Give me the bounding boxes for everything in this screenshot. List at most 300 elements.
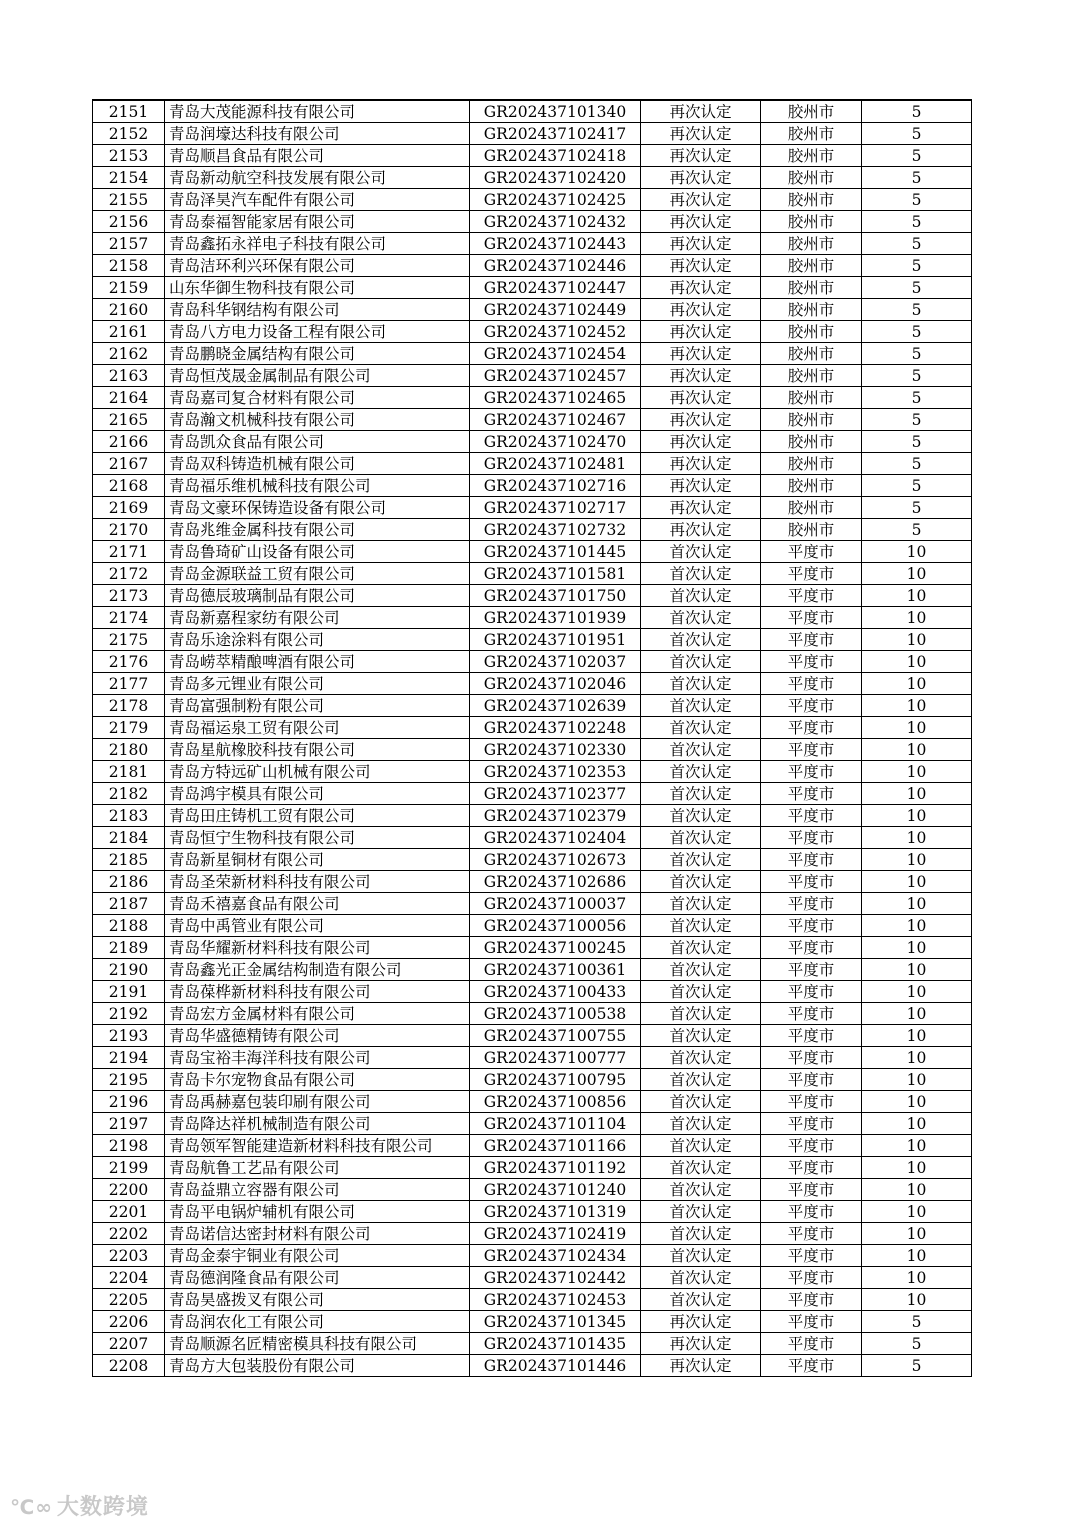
table-row bbox=[93, 1223, 972, 1245]
cell-company-name: 青岛金源联益工贸有限公司 bbox=[165, 563, 470, 585]
cell-score: 10 bbox=[862, 651, 972, 673]
cell-score: 5 bbox=[862, 321, 972, 343]
cell-certification-type: 再次认定 bbox=[641, 321, 761, 343]
cell-score: 5 bbox=[862, 167, 972, 189]
cell-certificate-number: GR202437102673 bbox=[470, 849, 641, 871]
cell-certificate-number: GR202437102420 bbox=[470, 167, 641, 189]
cell-company-name: 青岛田庄铸机工贸有限公司 bbox=[165, 805, 470, 827]
cell-city: 平度市 bbox=[761, 761, 862, 783]
table-row bbox=[93, 343, 972, 365]
cell-company-name: 青岛方大包装股份有限公司 bbox=[165, 1355, 470, 1377]
cell-score: 10 bbox=[862, 1091, 972, 1113]
table-row bbox=[93, 783, 972, 805]
cell-certificate-number: GR202437101166 bbox=[470, 1135, 641, 1157]
cell-row-number: 2164 bbox=[93, 387, 165, 409]
cell-certification-type: 再次认定 bbox=[641, 299, 761, 321]
cell-score: 10 bbox=[862, 1047, 972, 1069]
cell-city: 胶州市 bbox=[761, 100, 862, 123]
cell-certificate-number: GR202437102418 bbox=[470, 145, 641, 167]
cell-city: 胶州市 bbox=[761, 321, 862, 343]
cell-city: 平度市 bbox=[761, 1135, 862, 1157]
cell-company-name: 青岛华盛德精铸有限公司 bbox=[165, 1025, 470, 1047]
cell-score: 10 bbox=[862, 849, 972, 871]
cell-certificate-number: GR202437102432 bbox=[470, 211, 641, 233]
cell-row-number: 2174 bbox=[93, 607, 165, 629]
table-row bbox=[93, 1289, 972, 1311]
cell-company-name: 青岛宏方金属材料有限公司 bbox=[165, 1003, 470, 1025]
cell-company-name: 青岛方特远矿山机械有限公司 bbox=[165, 761, 470, 783]
cell-row-number: 2168 bbox=[93, 475, 165, 497]
cell-certificate-number: GR202437101581 bbox=[470, 563, 641, 585]
cell-certification-type: 首次认定 bbox=[641, 827, 761, 849]
cell-certification-type: 首次认定 bbox=[641, 981, 761, 1003]
cell-company-name: 青岛鑫拓永祥电子科技有限公司 bbox=[165, 233, 470, 255]
cell-company-name: 青岛富强制粉有限公司 bbox=[165, 695, 470, 717]
cell-certificate-number: GR202437102481 bbox=[470, 453, 641, 475]
cell-row-number: 2167 bbox=[93, 453, 165, 475]
cell-company-name: 青岛乐途涂料有限公司 bbox=[165, 629, 470, 651]
cell-score: 5 bbox=[862, 365, 972, 387]
table-row bbox=[93, 871, 972, 893]
table-row bbox=[93, 915, 972, 937]
cell-score: 10 bbox=[862, 1267, 972, 1289]
cell-certificate-number: GR202437102452 bbox=[470, 321, 641, 343]
cell-city: 胶州市 bbox=[761, 211, 862, 233]
cell-score: 10 bbox=[862, 1223, 972, 1245]
cell-certificate-number: GR202437102353 bbox=[470, 761, 641, 783]
cell-certificate-number: GR202437102037 bbox=[470, 651, 641, 673]
cell-company-name: 青岛顺昌食品有限公司 bbox=[165, 145, 470, 167]
cell-company-name: 青岛鸿宇模具有限公司 bbox=[165, 783, 470, 805]
cell-row-number: 2162 bbox=[93, 343, 165, 365]
table-row bbox=[93, 409, 972, 431]
cell-row-number: 2180 bbox=[93, 739, 165, 761]
table-row bbox=[93, 321, 972, 343]
cell-certification-type: 首次认定 bbox=[641, 1157, 761, 1179]
cell-certification-type: 首次认定 bbox=[641, 959, 761, 981]
cell-city: 平度市 bbox=[761, 651, 862, 673]
cell-score: 5 bbox=[862, 431, 972, 453]
cell-certificate-number: GR202437100433 bbox=[470, 981, 641, 1003]
cell-row-number: 2197 bbox=[93, 1113, 165, 1135]
cell-score: 10 bbox=[862, 783, 972, 805]
cell-certificate-number: GR202437101240 bbox=[470, 1179, 641, 1201]
cell-city: 平度市 bbox=[761, 1289, 862, 1311]
cell-certification-type: 再次认定 bbox=[641, 409, 761, 431]
cell-certificate-number: GR202437102639 bbox=[470, 695, 641, 717]
cell-certification-type: 首次认定 bbox=[641, 629, 761, 651]
table-row bbox=[93, 299, 972, 321]
cell-company-name: 青岛洁环利兴环保有限公司 bbox=[165, 255, 470, 277]
table-row bbox=[93, 277, 972, 299]
cell-company-name: 青岛兆维金属科技有限公司 bbox=[165, 519, 470, 541]
cell-score: 10 bbox=[862, 739, 972, 761]
cell-score: 10 bbox=[862, 585, 972, 607]
cell-city: 平度市 bbox=[761, 871, 862, 893]
cell-row-number: 2198 bbox=[93, 1135, 165, 1157]
cell-row-number: 2201 bbox=[93, 1201, 165, 1223]
cell-city: 平度市 bbox=[761, 1091, 862, 1113]
cell-certification-type: 再次认定 bbox=[641, 123, 761, 145]
cell-score: 10 bbox=[862, 629, 972, 651]
table-row bbox=[93, 673, 972, 695]
cell-certification-type: 再次认定 bbox=[641, 167, 761, 189]
table-row bbox=[93, 695, 972, 717]
table-row bbox=[93, 805, 972, 827]
cell-company-name: 青岛新动航空科技发展有限公司 bbox=[165, 167, 470, 189]
cell-city: 胶州市 bbox=[761, 299, 862, 321]
cell-row-number: 2207 bbox=[93, 1333, 165, 1355]
cell-certificate-number: GR202437102447 bbox=[470, 277, 641, 299]
cell-city: 胶州市 bbox=[761, 453, 862, 475]
cell-company-name: 青岛双科铸造机械有限公司 bbox=[165, 453, 470, 475]
table-row bbox=[93, 1333, 972, 1355]
cell-company-name: 青岛鹏晓金属结构有限公司 bbox=[165, 343, 470, 365]
cell-score: 10 bbox=[862, 1201, 972, 1223]
cell-certification-type: 再次认定 bbox=[641, 145, 761, 167]
cell-certificate-number: GR202437101750 bbox=[470, 585, 641, 607]
cell-certificate-number: GR202437102453 bbox=[470, 1289, 641, 1311]
cell-score: 5 bbox=[862, 1333, 972, 1355]
cell-row-number: 2175 bbox=[93, 629, 165, 651]
cell-certificate-number: GR202437102454 bbox=[470, 343, 641, 365]
cell-score: 10 bbox=[862, 1003, 972, 1025]
table-row bbox=[93, 167, 972, 189]
cell-score: 10 bbox=[862, 981, 972, 1003]
cell-company-name: 青岛泰福智能家居有限公司 bbox=[165, 211, 470, 233]
cell-certificate-number: GR202437102716 bbox=[470, 475, 641, 497]
cell-company-name: 青岛福乐维机械科技有限公司 bbox=[165, 475, 470, 497]
cell-certificate-number: GR202437100538 bbox=[470, 1003, 641, 1025]
cell-certificate-number: GR202437102046 bbox=[470, 673, 641, 695]
cell-score: 10 bbox=[862, 761, 972, 783]
cell-row-number: 2176 bbox=[93, 651, 165, 673]
cell-row-number: 2206 bbox=[93, 1311, 165, 1333]
table-row bbox=[93, 1157, 972, 1179]
cell-certification-type: 首次认定 bbox=[641, 915, 761, 937]
cell-certificate-number: GR202437102419 bbox=[470, 1223, 641, 1245]
cell-row-number: 2200 bbox=[93, 1179, 165, 1201]
cell-row-number: 2163 bbox=[93, 365, 165, 387]
table-row bbox=[93, 145, 972, 167]
cell-certification-type: 首次认定 bbox=[641, 1047, 761, 1069]
cell-certificate-number: GR202437102443 bbox=[470, 233, 641, 255]
table-row bbox=[93, 431, 972, 453]
cell-company-name: 青岛鑫光正金属结构制造有限公司 bbox=[165, 959, 470, 981]
cell-company-name: 青岛华耀新材料科技有限公司 bbox=[165, 937, 470, 959]
table-row bbox=[93, 563, 972, 585]
cell-company-name: 青岛昊盛拨叉有限公司 bbox=[165, 1289, 470, 1311]
cell-row-number: 2187 bbox=[93, 893, 165, 915]
cell-city: 胶州市 bbox=[761, 497, 862, 519]
cell-row-number: 2165 bbox=[93, 409, 165, 431]
table-row bbox=[93, 827, 972, 849]
cell-score: 5 bbox=[862, 255, 972, 277]
cell-company-name: 青岛葆桦新材料科技有限公司 bbox=[165, 981, 470, 1003]
cell-row-number: 2172 bbox=[93, 563, 165, 585]
cell-certificate-number: GR202437100056 bbox=[470, 915, 641, 937]
cell-row-number: 2157 bbox=[93, 233, 165, 255]
cell-city: 胶州市 bbox=[761, 277, 862, 299]
cell-city: 平度市 bbox=[761, 805, 862, 827]
cell-certificate-number: GR202437102379 bbox=[470, 805, 641, 827]
cell-city: 平度市 bbox=[761, 827, 862, 849]
cell-certificate-number: GR202437100245 bbox=[470, 937, 641, 959]
cell-score: 5 bbox=[862, 100, 972, 123]
table-row bbox=[93, 1047, 972, 1069]
table-row bbox=[93, 1135, 972, 1157]
cell-city: 胶州市 bbox=[761, 431, 862, 453]
cell-city: 平度市 bbox=[761, 849, 862, 871]
cell-score: 5 bbox=[862, 123, 972, 145]
cell-company-name: 青岛顺源名匠精密模具科技有限公司 bbox=[165, 1333, 470, 1355]
cell-city: 平度市 bbox=[761, 695, 862, 717]
cell-certification-type: 再次认定 bbox=[641, 365, 761, 387]
cell-city: 平度市 bbox=[761, 1047, 862, 1069]
cell-certification-type: 首次认定 bbox=[641, 937, 761, 959]
cell-row-number: 2191 bbox=[93, 981, 165, 1003]
table-body bbox=[93, 100, 972, 1377]
cell-city: 胶州市 bbox=[761, 343, 862, 365]
table-row bbox=[93, 1267, 972, 1289]
cell-certification-type: 首次认定 bbox=[641, 849, 761, 871]
cell-row-number: 2153 bbox=[93, 145, 165, 167]
cell-certificate-number: GR202437102470 bbox=[470, 431, 641, 453]
table-row bbox=[93, 365, 972, 387]
cell-score: 5 bbox=[862, 497, 972, 519]
cell-certification-type: 再次认定 bbox=[641, 100, 761, 123]
cell-company-name: 青岛宝裕丰海洋科技有限公司 bbox=[165, 1047, 470, 1069]
cell-certification-type: 再次认定 bbox=[641, 233, 761, 255]
table-row bbox=[93, 519, 972, 541]
cell-certificate-number: GR202437100755 bbox=[470, 1025, 641, 1047]
cell-company-name: 青岛福运泉工贸有限公司 bbox=[165, 717, 470, 739]
cell-certificate-number: GR202437102686 bbox=[470, 871, 641, 893]
cell-certification-type: 首次认定 bbox=[641, 673, 761, 695]
cell-row-number: 2205 bbox=[93, 1289, 165, 1311]
cell-city: 胶州市 bbox=[761, 123, 862, 145]
cell-certification-type: 再次认定 bbox=[641, 189, 761, 211]
cell-company-name: 青岛星航橡胶科技有限公司 bbox=[165, 739, 470, 761]
cell-certification-type: 首次认定 bbox=[641, 1113, 761, 1135]
cell-company-name: 青岛德润隆食品有限公司 bbox=[165, 1267, 470, 1289]
cell-company-name: 青岛领军智能建造新材料科技有限公司 bbox=[165, 1135, 470, 1157]
cell-city: 平度市 bbox=[761, 981, 862, 1003]
cell-city: 胶州市 bbox=[761, 409, 862, 431]
cell-row-number: 2169 bbox=[93, 497, 165, 519]
cell-city: 平度市 bbox=[761, 1245, 862, 1267]
cell-city: 胶州市 bbox=[761, 145, 862, 167]
cell-city: 胶州市 bbox=[761, 387, 862, 409]
cell-city: 胶州市 bbox=[761, 255, 862, 277]
cell-company-name: 青岛鲁琦矿山设备有限公司 bbox=[165, 541, 470, 563]
cell-certification-type: 首次认定 bbox=[641, 761, 761, 783]
cell-score: 10 bbox=[862, 959, 972, 981]
cell-row-number: 2155 bbox=[93, 189, 165, 211]
cell-score: 10 bbox=[862, 717, 972, 739]
cell-score: 10 bbox=[862, 893, 972, 915]
cell-company-name: 青岛降达祥机械制造有限公司 bbox=[165, 1113, 470, 1135]
cell-company-name: 青岛泽昊汽车配件有限公司 bbox=[165, 189, 470, 211]
cell-company-name: 青岛卡尔宠物食品有限公司 bbox=[165, 1069, 470, 1091]
cell-company-name: 青岛圣荣新材料科技有限公司 bbox=[165, 871, 470, 893]
cell-company-name: 山东华御生物科技有限公司 bbox=[165, 277, 470, 299]
cell-certificate-number: GR202437101951 bbox=[470, 629, 641, 651]
table-row bbox=[93, 1003, 972, 1025]
cell-certification-type: 再次认定 bbox=[641, 1311, 761, 1333]
cell-row-number: 2186 bbox=[93, 871, 165, 893]
cell-row-number: 2179 bbox=[93, 717, 165, 739]
cell-row-number: 2184 bbox=[93, 827, 165, 849]
cell-certificate-number: GR202437101192 bbox=[470, 1157, 641, 1179]
cell-city: 平度市 bbox=[761, 1267, 862, 1289]
cell-score: 10 bbox=[862, 563, 972, 585]
cell-certificate-number: GR202437102330 bbox=[470, 739, 641, 761]
cell-certification-type: 首次认定 bbox=[641, 893, 761, 915]
table-row bbox=[93, 100, 972, 123]
cell-score: 10 bbox=[862, 1113, 972, 1135]
table-row bbox=[93, 629, 972, 651]
cell-company-name: 青岛文豪环保铸造设备有限公司 bbox=[165, 497, 470, 519]
cell-company-name: 青岛平电锅炉辅机有限公司 bbox=[165, 1201, 470, 1223]
cell-certificate-number: GR202437102732 bbox=[470, 519, 641, 541]
table-row bbox=[93, 761, 972, 783]
cell-score: 5 bbox=[862, 145, 972, 167]
cell-row-number: 2190 bbox=[93, 959, 165, 981]
cell-score: 10 bbox=[862, 1135, 972, 1157]
table-row bbox=[93, 453, 972, 475]
cell-certificate-number: GR202437102377 bbox=[470, 783, 641, 805]
cell-city: 平度市 bbox=[761, 1223, 862, 1245]
cell-company-name: 青岛大茂能源科技有限公司 bbox=[165, 100, 470, 123]
cell-certification-type: 再次认定 bbox=[641, 387, 761, 409]
cell-certificate-number: GR202437102442 bbox=[470, 1267, 641, 1289]
table-row bbox=[93, 387, 972, 409]
cell-certificate-number: GR202437102417 bbox=[470, 123, 641, 145]
cell-score: 5 bbox=[862, 475, 972, 497]
cell-certification-type: 首次认定 bbox=[641, 871, 761, 893]
cell-city: 胶州市 bbox=[761, 189, 862, 211]
cell-row-number: 2183 bbox=[93, 805, 165, 827]
table-row bbox=[93, 1091, 972, 1113]
cell-city: 平度市 bbox=[761, 1179, 862, 1201]
cell-company-name: 青岛新星铜材有限公司 bbox=[165, 849, 470, 871]
cell-certificate-number: GR202437101445 bbox=[470, 541, 641, 563]
cell-certificate-number: GR202437100795 bbox=[470, 1069, 641, 1091]
cell-company-name: 青岛航鲁工艺品有限公司 bbox=[165, 1157, 470, 1179]
cell-row-number: 2193 bbox=[93, 1025, 165, 1047]
cell-certification-type: 再次认定 bbox=[641, 277, 761, 299]
cell-score: 10 bbox=[862, 915, 972, 937]
cell-certification-type: 首次认定 bbox=[641, 1267, 761, 1289]
cell-score: 10 bbox=[862, 871, 972, 893]
table-row bbox=[93, 1069, 972, 1091]
cell-certificate-number: GR202437102449 bbox=[470, 299, 641, 321]
table-row bbox=[93, 1201, 972, 1223]
cell-score: 5 bbox=[862, 233, 972, 255]
cell-row-number: 2152 bbox=[93, 123, 165, 145]
table-row bbox=[93, 651, 972, 673]
cell-row-number: 2192 bbox=[93, 1003, 165, 1025]
cell-row-number: 2154 bbox=[93, 167, 165, 189]
cell-company-name: 青岛凯众食品有限公司 bbox=[165, 431, 470, 453]
cell-certification-type: 首次认定 bbox=[641, 1179, 761, 1201]
cell-row-number: 2203 bbox=[93, 1245, 165, 1267]
cell-row-number: 2196 bbox=[93, 1091, 165, 1113]
cell-score: 10 bbox=[862, 673, 972, 695]
table-row bbox=[93, 849, 972, 871]
cell-row-number: 2161 bbox=[93, 321, 165, 343]
cell-row-number: 2194 bbox=[93, 1047, 165, 1069]
cell-certification-type: 首次认定 bbox=[641, 1003, 761, 1025]
cell-certification-type: 首次认定 bbox=[641, 1091, 761, 1113]
cell-certificate-number: GR202437101435 bbox=[470, 1333, 641, 1355]
cell-certificate-number: GR202437100361 bbox=[470, 959, 641, 981]
cell-row-number: 2171 bbox=[93, 541, 165, 563]
cell-company-name: 青岛崂萃精酿啤酒有限公司 bbox=[165, 651, 470, 673]
cell-score: 5 bbox=[862, 277, 972, 299]
cell-city: 平度市 bbox=[761, 563, 862, 585]
cell-row-number: 2178 bbox=[93, 695, 165, 717]
cell-row-number: 2173 bbox=[93, 585, 165, 607]
cell-city: 平度市 bbox=[761, 1157, 862, 1179]
cell-score: 5 bbox=[862, 189, 972, 211]
table-row bbox=[93, 959, 972, 981]
cell-certificate-number: GR202437102465 bbox=[470, 387, 641, 409]
cell-certification-type: 首次认定 bbox=[641, 1223, 761, 1245]
cell-score: 10 bbox=[862, 937, 972, 959]
cell-certification-type: 首次认定 bbox=[641, 1025, 761, 1047]
cell-certificate-number: GR202437100037 bbox=[470, 893, 641, 915]
cell-certification-type: 首次认定 bbox=[641, 607, 761, 629]
cell-company-name: 青岛中禹管业有限公司 bbox=[165, 915, 470, 937]
cell-score: 10 bbox=[862, 607, 972, 629]
cell-score: 10 bbox=[862, 1289, 972, 1311]
cell-row-number: 2195 bbox=[93, 1069, 165, 1091]
cell-company-name: 青岛恒茂晟金属制品有限公司 bbox=[165, 365, 470, 387]
cell-certification-type: 首次认定 bbox=[641, 1069, 761, 1091]
cell-row-number: 2202 bbox=[93, 1223, 165, 1245]
cell-company-name: 青岛多元锂业有限公司 bbox=[165, 673, 470, 695]
cell-certification-type: 首次认定 bbox=[641, 1289, 761, 1311]
cell-score: 5 bbox=[862, 387, 972, 409]
cell-score: 10 bbox=[862, 1179, 972, 1201]
cell-city: 平度市 bbox=[761, 783, 862, 805]
cell-company-name: 青岛诺信达密封材料有限公司 bbox=[165, 1223, 470, 1245]
cell-score: 5 bbox=[862, 1355, 972, 1377]
cell-row-number: 2156 bbox=[93, 211, 165, 233]
cell-certification-type: 再次认定 bbox=[641, 453, 761, 475]
table-row bbox=[93, 739, 972, 761]
cell-certificate-number: GR202437101446 bbox=[470, 1355, 641, 1377]
cell-certification-type: 再次认定 bbox=[641, 497, 761, 519]
enterprise-table bbox=[92, 99, 972, 1377]
cell-certificate-number: GR202437102404 bbox=[470, 827, 641, 849]
cell-company-name: 青岛益鼎立容器有限公司 bbox=[165, 1179, 470, 1201]
cell-certificate-number: GR202437100777 bbox=[470, 1047, 641, 1069]
table-row bbox=[93, 717, 972, 739]
cell-row-number: 2181 bbox=[93, 761, 165, 783]
cell-city: 平度市 bbox=[761, 937, 862, 959]
cell-row-number: 2208 bbox=[93, 1355, 165, 1377]
cell-certificate-number: GR202437102457 bbox=[470, 365, 641, 387]
cell-city: 平度市 bbox=[761, 673, 862, 695]
table-row bbox=[93, 123, 972, 145]
cell-row-number: 2170 bbox=[93, 519, 165, 541]
cell-row-number: 2189 bbox=[93, 937, 165, 959]
cell-company-name: 青岛瀚文机械科技有限公司 bbox=[165, 409, 470, 431]
cell-city: 平度市 bbox=[761, 541, 862, 563]
